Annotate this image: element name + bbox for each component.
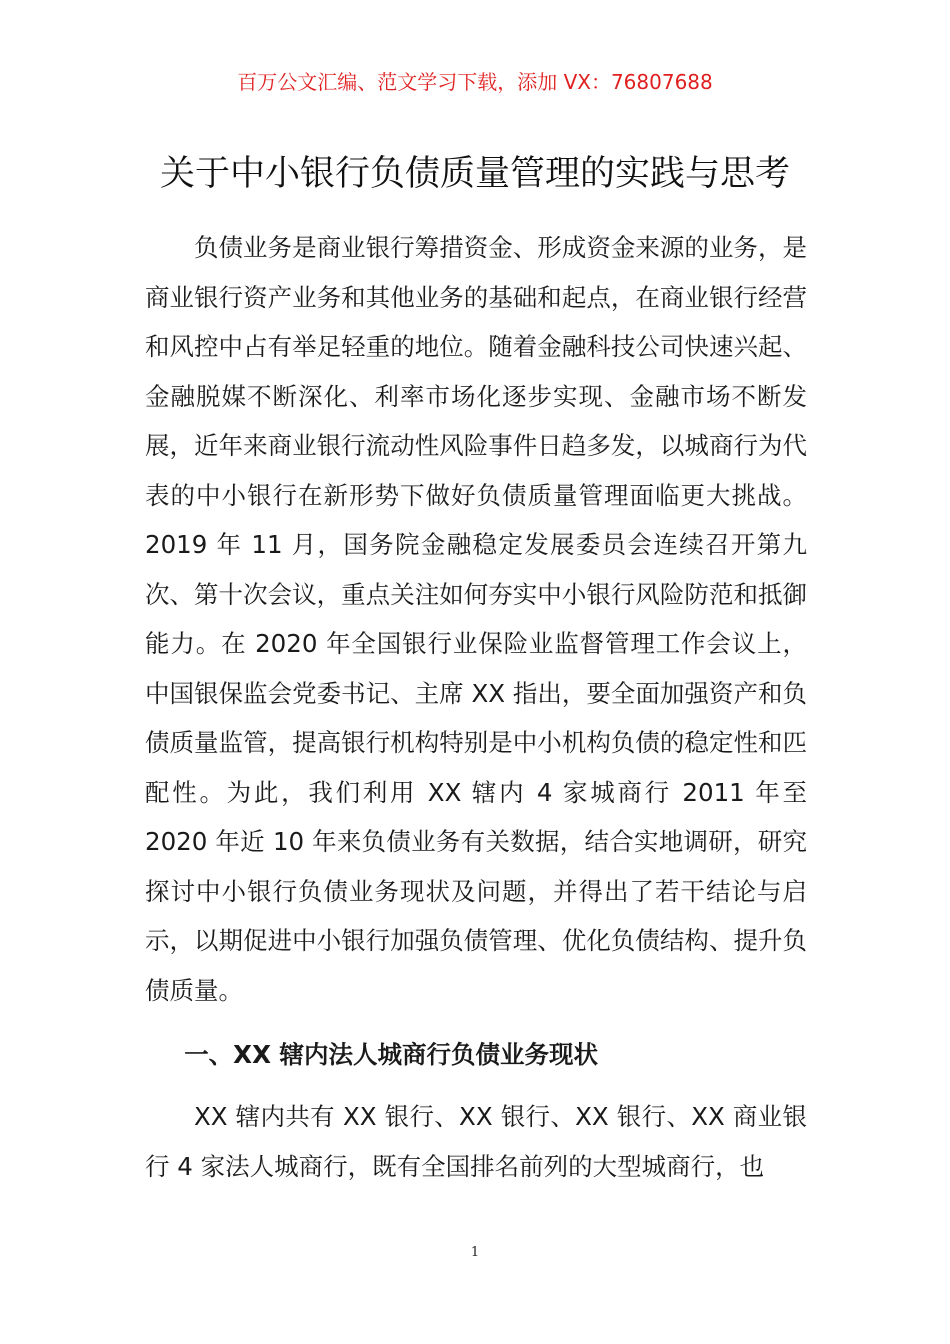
section-paragraph: XX 辖内共有 XX 银行、XX 银行、XX 银行、XX 商业银行 4 家法人城商行，既有全国排名前列的大型城商行，也 (145, 1102, 807, 1181)
section-heading: 一、XX 辖内法人城商行负债业务现状 (184, 1040, 598, 1069)
header-contact-note: 百万公文汇编、范文学习下载，添加 VX：76807688 (237, 70, 713, 94)
intro-paragraph: 负债业务是商业银行筹措资金、形成资金来源的业务，是商业银行资产业务和其他业务的基础和起点，在商业银行经营和风控中占有举足轻重的地位。随着金融科技公司快速兴起、金融脱媒不断深化、利率市场化逐步实现、金融市场不断发展，近年来商业银行流动性风险事件日趋多发，以城商行为代表的中小银行在新形势下做好负债质量管理面临更大挑战。2019 年 11 月，国务院金融稳定发展委员会连续召开第九次、第十次会议，重点关注如何夯实中小银行风险防范和抵御能力。在 2020 年全国银行业保险业监督管理工作会议上，中国银保监会党委书记、主席 XX 指出，要全面加强资产和负债质量监管，提高银行机构特别是中小机构负债的稳定性和匹配性。为此，我们利用 XX 辖内 4 家城商行 2011 年至 2020 年近 10 年来负债业务有关数据，结合实地调研，研究探讨中小银行负债业务现状及问题，并得出了若干结论与启示，以期促进中小银行加强负债管理、优化负债结构、提升负债质量。 (145, 233, 807, 1005)
document-title: 关于中小银行负债质量管理的实践与思考 (159, 154, 790, 194)
page-number: 1 (470, 1245, 480, 1260)
